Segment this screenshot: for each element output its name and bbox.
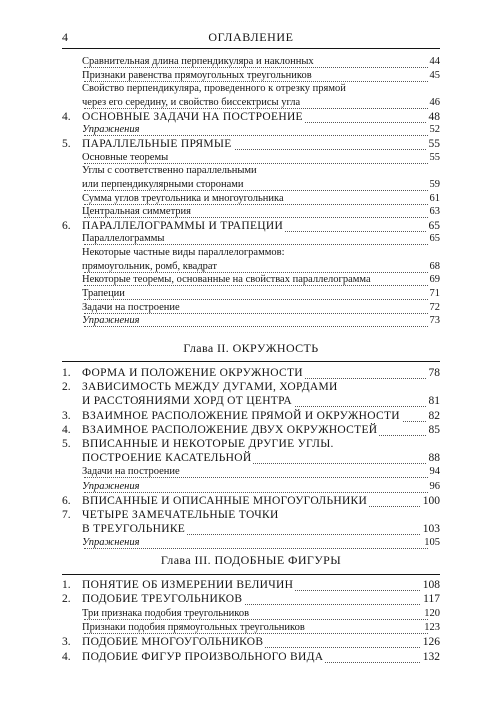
dot-leader: [84, 313, 428, 314]
dot-leader: [84, 285, 428, 286]
toc-entry-page: 68: [429, 260, 440, 272]
toc-entry-page: 105: [424, 537, 440, 549]
toc-entry-page: 96: [429, 480, 440, 492]
toc-entry-title: ВПИСАННЫЕ И НЕКОТОРЫЕ ДРУГИЕ УГЛЫ.: [82, 438, 334, 450]
toc-entry-page: 73: [429, 315, 440, 327]
toc-entry: [62, 452, 440, 467]
running-header: [62, 28, 440, 48]
toc-entry: [62, 608, 440, 623]
toc-entry: [62, 495, 440, 510]
toc-entry-page: 52: [429, 124, 440, 136]
toc-entry-number: 4.: [62, 110, 71, 123]
dot-leader: [84, 244, 428, 245]
toc-entry-number: 2.: [62, 381, 71, 394]
toc-entry-page: 78: [428, 367, 440, 379]
toc-entry-page: 65: [429, 233, 440, 245]
toc-entry-title: В ТРЕУГОЛЬНИКЕ: [82, 523, 186, 536]
toc-entry-title: ПОДОБИЕ ТРЕУГОЛЬНИКОВ: [82, 593, 243, 606]
toc-entry-title: Некоторые теоремы, основанные на свойствах параллелограмма: [82, 274, 371, 286]
toc-entry-number: 3.: [62, 409, 71, 422]
toc-entry: [62, 410, 440, 425]
toc-entry: [62, 523, 440, 538]
toc-entry-number: 2.: [62, 593, 71, 606]
toc-entry: [62, 509, 440, 524]
toc-entry-title: Задачи на построение: [82, 301, 180, 313]
toc-entry-page: 55: [429, 151, 440, 163]
toc-entry-title: Углы с соответственно параллельными: [82, 165, 257, 177]
toc-entry-title: ПОСТРОЕНИЕ КАСАТЕЛЬНОЙ: [82, 452, 252, 465]
dot-leader: [84, 633, 428, 634]
toc-entry: [62, 367, 440, 382]
toc-entry-page: 120: [424, 607, 440, 619]
toc-entry-title: Трапеции: [82, 288, 125, 300]
toc-entry: [62, 395, 440, 410]
toc-entry: [62, 579, 440, 594]
toc-entry-number: 6.: [62, 219, 71, 232]
dot-leader: [84, 492, 428, 493]
toc-entry-title: Три признака подобия треугольников: [82, 607, 250, 619]
dot-leader: [84, 326, 428, 327]
toc-entry-title: Упражнения: [82, 537, 140, 549]
toc-entry-title: ПОДОБИЕ ФИГУР ПРОИЗВОЛЬНОГО ВИДА: [82, 650, 324, 663]
toc-entry-title: Некоторые частные виды параллелограммов:: [82, 247, 285, 259]
toc-entry-page: 126: [422, 636, 440, 649]
toc-entry-title: прямоугольник, ромб, квадрат: [82, 260, 217, 272]
toc-entry-number: 1.: [62, 579, 71, 591]
toc-entry: [62, 636, 440, 651]
toc-entry-title: Центральная симметрия: [82, 206, 191, 218]
page-number: 4: [62, 30, 68, 44]
toc-entry-title: ПАРАЛЛЕЛОГРАММЫ И ТРАПЕЦИИ: [82, 219, 284, 232]
toc-entry-title: ОСНОВНЫЕ ЗАДАЧИ НА ПОСТРОЕНИЕ: [82, 110, 303, 123]
toc-entry-title: ВПИСАННЫЕ И ОПИСАННЫЕ МНОГОУГОЛЬНИКИ: [82, 494, 368, 507]
toc-entry-title: ЗАВИСИМОСТЬ МЕЖДУ ДУГАМИ, ХОРДАМИ: [82, 381, 338, 394]
toc-entry-title: ВЗАИМНОЕ РАСПОЛОЖЕНИЕ ПРЯМОЙ И ОКРУЖНОСТИ: [82, 409, 400, 422]
toc-entry-page: 85: [428, 423, 440, 436]
toc-entry-page: 72: [429, 301, 440, 313]
toc-entry: [62, 593, 440, 608]
toc-entry-page: 46: [429, 96, 440, 108]
toc-entry-title: Параллелограммы: [82, 233, 165, 245]
toc-entry-number: 4.: [62, 423, 71, 436]
toc-entry-title: Основные теоремы: [82, 151, 169, 163]
toc-entry-page: 63: [429, 206, 440, 218]
chapter-2-rule: [62, 361, 440, 362]
toc-entry-title: ПОНЯТИЕ ОБ ИЗМЕРЕНИИ ВЕЛИЧИН: [82, 579, 294, 591]
chapter-3-heading: Глава III. ПОДОБНЫЕ ФИГУРЫ: [160, 553, 342, 567]
toc-entry-title: ФОРМА И ПОЛОЖЕНИЕ ОКРУЖНОСТИ: [82, 367, 303, 379]
dot-leader: [84, 548, 428, 549]
toc-entry-number: 6.: [62, 494, 71, 507]
dot-leader: [84, 135, 428, 136]
page-title: ОГЛАВЛЕНИЕ: [208, 30, 294, 44]
toc-entry-title: Сумма углов треугольника и многоугольника: [82, 192, 284, 204]
toc-entry-page: 132: [422, 650, 440, 663]
toc-entry-page: 59: [429, 178, 440, 190]
toc-entry: [62, 622, 440, 637]
toc-entry-page: 88: [428, 452, 440, 465]
toc-entry-page: 71: [429, 288, 440, 300]
toc-entry-title: или перпендикулярными сторонами: [82, 178, 244, 190]
toc-entry-page: 100: [422, 494, 440, 507]
toc-entry-page: 61: [429, 192, 440, 204]
toc-entry-title: ЧЕТЫРЕ ЗАМЕЧАТЕЛЬНЫЕ ТОЧКИ: [82, 509, 279, 521]
toc-entry-page: 69: [429, 274, 440, 286]
dot-leader: [84, 163, 428, 164]
toc-entry-page: 48: [428, 110, 440, 123]
chapter-2-heading: Глава II. ОКРУЖНОСТЬ: [183, 341, 319, 355]
dot-leader: [84, 108, 428, 109]
toc-entry-title: Признаки подобия прямоугольных треугольников: [82, 621, 305, 633]
toc-entry-page: 45: [429, 69, 440, 81]
dot-leader: [84, 477, 428, 478]
dot-leader: [84, 67, 428, 68]
toc-entry-title: ВЗАИМНОЕ РАСПОЛОЖЕНИЕ ДВУХ ОКРУЖНОСТЕЙ: [82, 423, 378, 436]
chapter-3-rule: [62, 574, 440, 575]
toc-entry-title: через его середину, и свойство биссектрисы угла: [82, 96, 301, 108]
toc-entry-page: 103: [422, 523, 440, 536]
toc-entry-title: Упражнения: [82, 315, 140, 327]
toc-entry-title: Упражнения: [82, 480, 140, 492]
toc-entry-page: 108: [422, 579, 440, 591]
toc-entry-title: Свойство перпендикуляра, проведенного к отрезку прямой: [82, 83, 346, 95]
toc-entry-title: Задачи на построение: [82, 466, 180, 478]
toc-entry-number: 7.: [62, 509, 71, 521]
toc-entry: [62, 537, 440, 552]
toc-entry-page: 123: [424, 621, 440, 633]
toc-entry-page: 44: [429, 56, 440, 67]
toc-entry: [62, 381, 440, 396]
toc-entry-title: Сравнительная длина перпендикуляра и наклонных: [82, 56, 314, 67]
dot-leader: [84, 190, 428, 191]
toc-entry: [62, 651, 440, 666]
toc-entry-title: И РАССТОЯНИЯМИ ХОРД ОТ ЦЕНТРА: [82, 395, 292, 408]
dot-leader: [84, 81, 428, 82]
toc-entry-page: 82: [428, 409, 440, 422]
toc-entry: [62, 315, 440, 330]
dot-leader: [84, 217, 428, 218]
toc-entry-page: 117: [423, 593, 440, 606]
dot-leader: [84, 272, 428, 273]
toc-entry: [62, 438, 440, 453]
toc-entry-title: ПАРАЛЛЕЛЬНЫЕ ПРЯМЫЕ: [82, 137, 232, 150]
toc-entry-page: 55: [428, 137, 440, 150]
toc-entry: [62, 481, 440, 496]
toc-entry-page: 81: [428, 395, 440, 408]
toc-entry-number: 4.: [62, 650, 71, 663]
dot-leader: [84, 619, 428, 620]
toc-entry-page: 65: [428, 219, 440, 232]
toc-entry-number: 5.: [62, 137, 71, 150]
dot-leader: [84, 204, 428, 205]
dot-leader: [84, 299, 428, 300]
toc-entry-number: 5.: [62, 438, 71, 450]
header-rule: [62, 48, 440, 49]
toc-entry-number: 3.: [62, 636, 71, 649]
toc-entry-title: Упражнения: [82, 124, 140, 136]
toc-entry: [62, 424, 440, 439]
toc-entry-number: 1.: [62, 367, 71, 379]
toc-entry: [62, 466, 440, 481]
toc-entry-title: Признаки равенства прямоугольных треугольников: [82, 69, 312, 81]
toc-entry-page: 94: [429, 466, 440, 478]
toc-entry-title: ПОДОБИЕ МНОГОУГОЛЬНИКОВ: [82, 636, 264, 649]
